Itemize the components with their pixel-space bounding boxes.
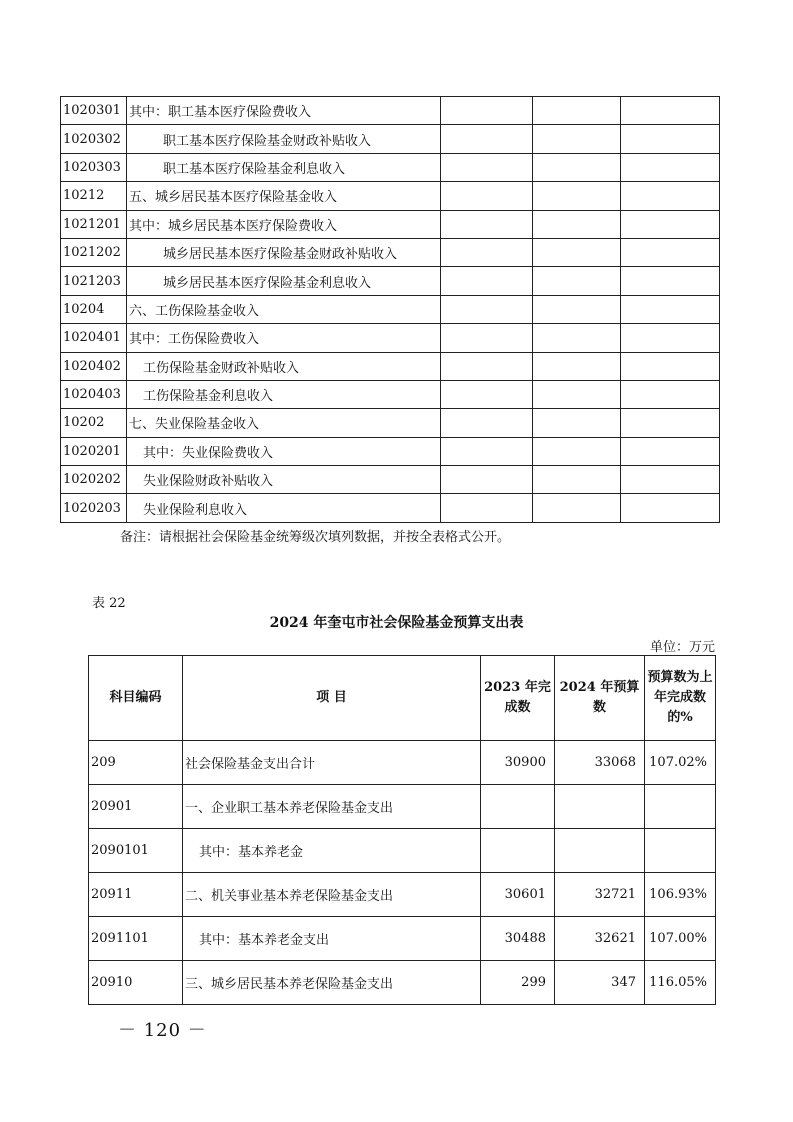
value-cell bbox=[621, 466, 720, 494]
income-table bbox=[60, 96, 720, 523]
header-code: 科目编码 bbox=[89, 656, 183, 741]
table-row bbox=[61, 494, 720, 522]
value-cell bbox=[533, 97, 621, 125]
budget-value: 32621 bbox=[555, 917, 645, 961]
subject-code: 10212 bbox=[61, 182, 127, 210]
value-cell bbox=[621, 210, 720, 238]
table-row bbox=[61, 380, 720, 408]
value-cell bbox=[533, 295, 621, 323]
subject-code: 10202 bbox=[61, 409, 127, 437]
value-cell bbox=[621, 238, 720, 266]
prev-year-value: 30488 bbox=[481, 917, 555, 961]
table-row bbox=[61, 295, 720, 323]
value-cell bbox=[533, 210, 621, 238]
value-cell bbox=[533, 267, 621, 295]
subject-item: 其中：基本养老金支出 bbox=[183, 917, 481, 961]
table-row bbox=[61, 466, 720, 494]
value-cell bbox=[441, 153, 533, 181]
subject-code: 20911 bbox=[89, 873, 183, 917]
value-cell bbox=[533, 494, 621, 522]
table-row bbox=[89, 741, 716, 785]
subject-code: 209 bbox=[89, 741, 183, 785]
subject-item: 六、工伤保险基金收入 bbox=[127, 295, 441, 323]
subject-code: 20901 bbox=[89, 785, 183, 829]
subject-item: 其中：基本养老金 bbox=[183, 829, 481, 873]
value-cell bbox=[441, 238, 533, 266]
table-note: 备注：请根据社会保险基金统筹级次填列数据，并按全表格式公开。 bbox=[120, 530, 511, 545]
subject-item: 职工基本医疗保险基金利息收入 bbox=[127, 153, 441, 181]
subject-code: 1020301 bbox=[61, 97, 127, 125]
table-row bbox=[89, 873, 716, 917]
value-cell bbox=[533, 466, 621, 494]
value-cell bbox=[441, 437, 533, 465]
subject-code: 1020202 bbox=[61, 466, 127, 494]
prev-year-value bbox=[481, 785, 555, 829]
subject-item: 城乡居民基本医疗保险基金财政补贴收入 bbox=[127, 238, 441, 266]
subject-item: 城乡居民基本医疗保险基金利息收入 bbox=[127, 267, 441, 295]
value-cell bbox=[441, 182, 533, 210]
table-row bbox=[61, 97, 720, 125]
subject-item: 社会保险基金支出合计 bbox=[183, 741, 481, 785]
budget-value: 33068 bbox=[555, 741, 645, 785]
header-item: 项 目 bbox=[183, 656, 481, 741]
value-cell bbox=[441, 409, 533, 437]
subject-code: 2091101 bbox=[89, 917, 183, 961]
value-cell bbox=[621, 295, 720, 323]
value-cell bbox=[441, 97, 533, 125]
value-cell bbox=[441, 494, 533, 522]
subject-item: 失业保险利息收入 bbox=[127, 494, 441, 522]
subject-item: 其中：工伤保险费收入 bbox=[127, 324, 441, 352]
subject-code: 20910 bbox=[89, 961, 183, 1005]
subject-item: 工伤保险基金财政补贴收入 bbox=[127, 352, 441, 380]
table-row bbox=[61, 437, 720, 465]
value-cell bbox=[621, 324, 720, 352]
subject-item: 其中：城乡居民基本医疗保险费收入 bbox=[127, 210, 441, 238]
subject-code: 1021203 bbox=[61, 267, 127, 295]
subject-item: 职工基本医疗保险基金财政补贴收入 bbox=[127, 125, 441, 153]
subject-code: 1020403 bbox=[61, 380, 127, 408]
subject-code: 1020303 bbox=[61, 153, 127, 181]
subject-item: 工伤保险基金利息收入 bbox=[127, 380, 441, 408]
value-cell bbox=[621, 125, 720, 153]
value-cell bbox=[441, 295, 533, 323]
subject-code: 1020402 bbox=[61, 352, 127, 380]
table-row bbox=[61, 153, 720, 181]
value-cell bbox=[621, 494, 720, 522]
value-cell bbox=[621, 437, 720, 465]
page-number: － 120 － bbox=[118, 1020, 207, 1041]
subject-item: 三、城乡居民基本养老保险基金支出 bbox=[183, 961, 481, 1005]
table-number: 表 22 bbox=[92, 596, 126, 611]
value-cell bbox=[533, 324, 621, 352]
value-cell bbox=[441, 324, 533, 352]
table-row bbox=[61, 210, 720, 238]
unit-label: 单位：万元 bbox=[649, 640, 715, 655]
prev-year-value bbox=[481, 829, 555, 873]
header-prev: 2023 年完成数 bbox=[481, 656, 555, 741]
value-cell bbox=[621, 409, 720, 437]
subject-item: 二、机关事业基本养老保险基金支出 bbox=[183, 873, 481, 917]
subject-code: 1020203 bbox=[61, 494, 127, 522]
value-cell bbox=[533, 380, 621, 408]
subject-item: 七、失业保险基金收入 bbox=[127, 409, 441, 437]
value-cell bbox=[533, 153, 621, 181]
subject-item: 失业保险财政补贴收入 bbox=[127, 466, 441, 494]
budget-value: 347 bbox=[555, 961, 645, 1005]
table-row bbox=[61, 409, 720, 437]
value-cell bbox=[441, 466, 533, 494]
subject-item: 其中：职工基本医疗保险费收入 bbox=[127, 97, 441, 125]
prev-year-value: 30601 bbox=[481, 873, 555, 917]
table-row bbox=[61, 352, 720, 380]
prev-year-value: 30900 bbox=[481, 741, 555, 785]
value-cell bbox=[441, 210, 533, 238]
value-cell bbox=[621, 153, 720, 181]
ratio-value: 107.02% bbox=[645, 741, 716, 785]
subject-code: 1020401 bbox=[61, 324, 127, 352]
budget-value bbox=[555, 829, 645, 873]
table-title: 2024 年奎屯市社会保险基金预算支出表 bbox=[269, 615, 524, 631]
value-cell bbox=[621, 267, 720, 295]
subject-item: 其中：失业保险费收入 bbox=[127, 437, 441, 465]
ratio-value: 106.93% bbox=[645, 873, 716, 917]
value-cell bbox=[441, 380, 533, 408]
table-row bbox=[61, 267, 720, 295]
budget-value bbox=[555, 785, 645, 829]
ratio-value bbox=[645, 785, 716, 829]
value-cell bbox=[621, 97, 720, 125]
ratio-value bbox=[645, 829, 716, 873]
table-row bbox=[89, 961, 716, 1005]
table-row bbox=[89, 917, 716, 961]
value-cell bbox=[533, 182, 621, 210]
subject-code: 1021201 bbox=[61, 210, 127, 238]
value-cell bbox=[533, 352, 621, 380]
table-row bbox=[61, 238, 720, 266]
table-row bbox=[61, 324, 720, 352]
subject-code: 1020302 bbox=[61, 125, 127, 153]
subject-code: 1021202 bbox=[61, 238, 127, 266]
subject-item: 五、城乡居民基本医疗保险基金收入 bbox=[127, 182, 441, 210]
subject-item: 一、企业职工基本养老保险基金支出 bbox=[183, 785, 481, 829]
expenditure-table bbox=[88, 655, 716, 1005]
value-cell bbox=[621, 352, 720, 380]
value-cell bbox=[621, 380, 720, 408]
value-cell bbox=[441, 125, 533, 153]
prev-year-value: 299 bbox=[481, 961, 555, 1005]
table-row bbox=[61, 125, 720, 153]
header-budget: 2024 年预算数 bbox=[555, 656, 645, 741]
value-cell bbox=[533, 437, 621, 465]
value-cell bbox=[441, 267, 533, 295]
table-row bbox=[61, 182, 720, 210]
value-cell bbox=[533, 238, 621, 266]
value-cell bbox=[533, 409, 621, 437]
header-row bbox=[89, 656, 716, 741]
table-row bbox=[89, 829, 716, 873]
ratio-value: 107.00% bbox=[645, 917, 716, 961]
value-cell bbox=[441, 352, 533, 380]
budget-value: 32721 bbox=[555, 873, 645, 917]
subject-code: 1020201 bbox=[61, 437, 127, 465]
header-ratio: 预算数为上年完成数的% bbox=[645, 656, 716, 741]
ratio-value: 116.05% bbox=[645, 961, 716, 1005]
subject-code: 2090101 bbox=[89, 829, 183, 873]
value-cell bbox=[533, 125, 621, 153]
subject-code: 10204 bbox=[61, 295, 127, 323]
table-row bbox=[89, 785, 716, 829]
value-cell bbox=[621, 182, 720, 210]
